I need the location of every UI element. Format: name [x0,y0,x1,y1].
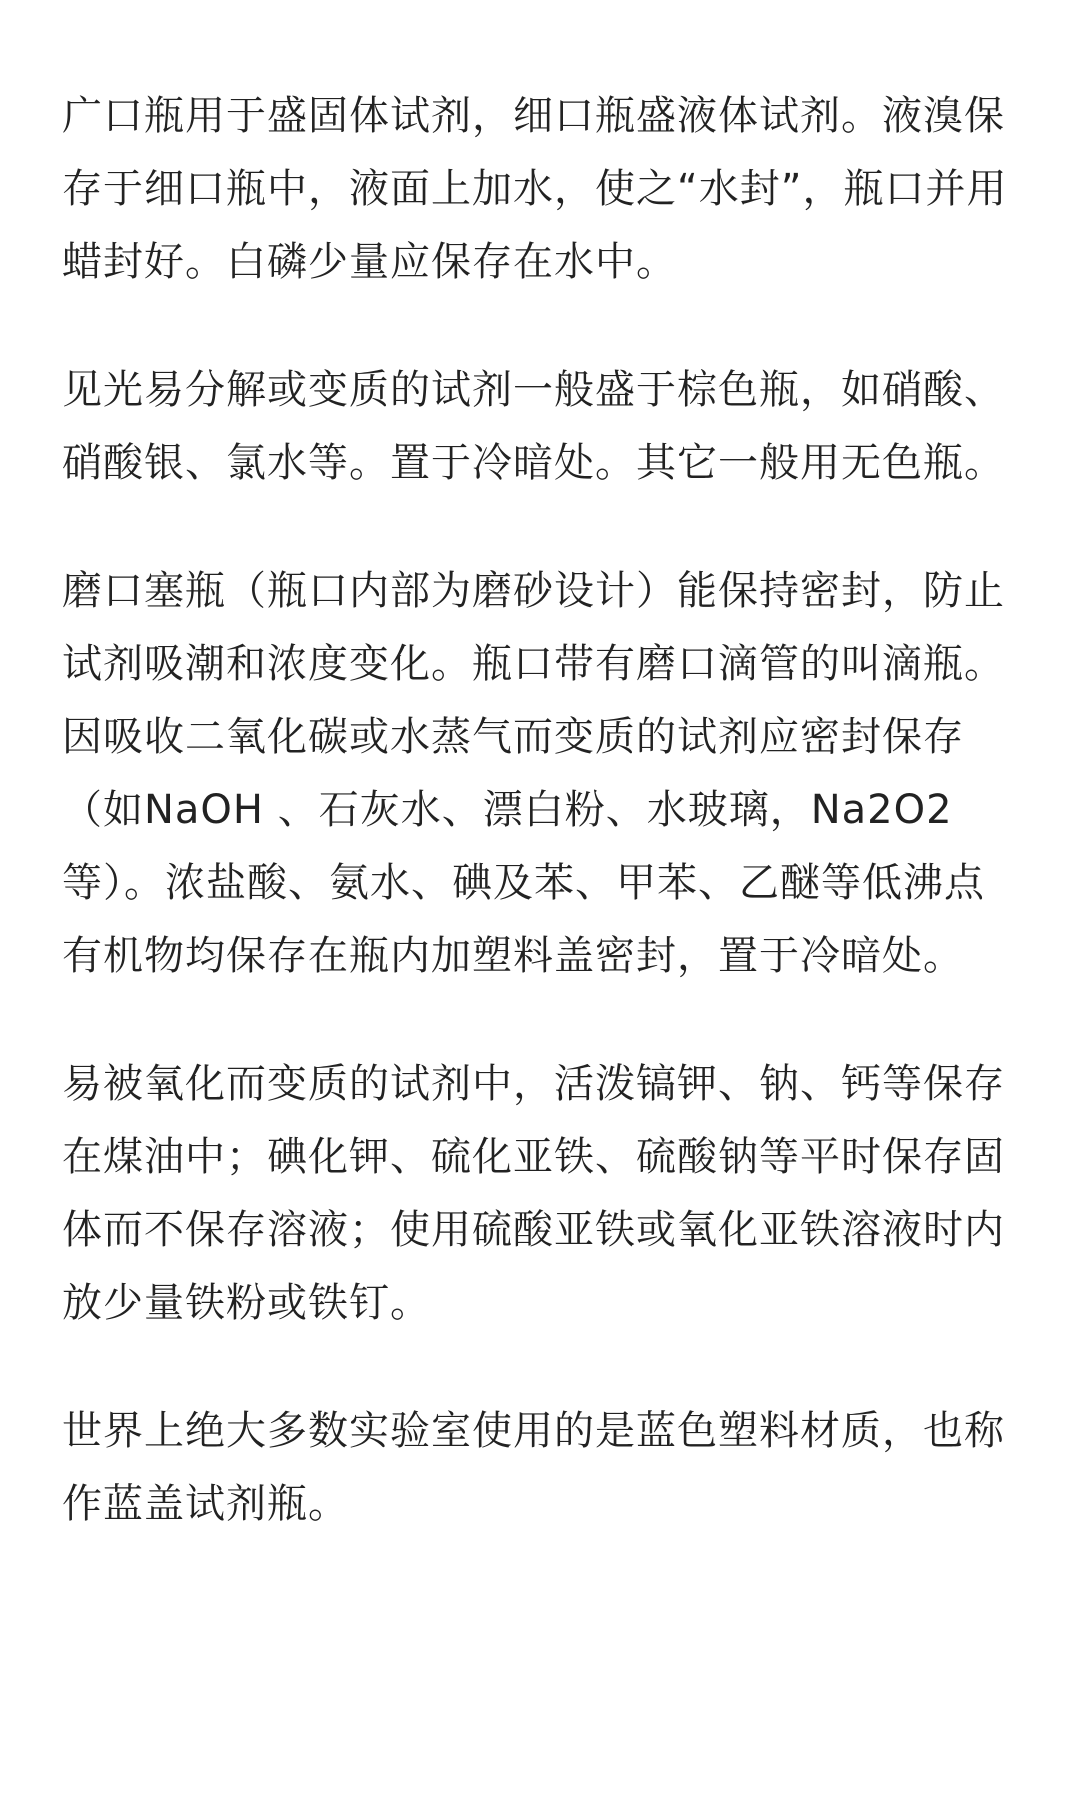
paragraph-ground-stopper-bottles: 磨口塞瓶（瓶口内部为磨砂设计）能保持密封，防止试剂吸潮和浓度变化。瓶口带有磨口滴管的叫滴瓶。因吸收二氧化碳或水蒸气而变质的试剂应密封保存（如NaOH 、石灰水、漂白粉、水玻璃，Na2O2 等）。浓盐酸、氨水、碘及苯、甲苯、乙醚等低沸点有机物均保存在瓶内加塑料盖密封，置于冷暗处。 [62,568,1005,979]
paragraph-blue-cap-bottles: 世界上绝大多数实验室使用的是蓝色塑料材质，也称作蓝盖试剂瓶。 [62,1408,1005,1527]
paragraph-wide-mouth-bottles: 广口瓶用于盛固体试剂，细口瓶盛液体试剂。液溴保存于细口瓶中，液面上加水，使之“水封”，瓶口并用蜡封好。白磷少量应保存在水中。 [62,93,1008,285]
paragraph-oxidizable-reagents: 易被氧化而变质的试剂中，活泼镐钾、钠、钙等保存在煤油中；碘化钾、硫化亚铁、硫酸钠等平时保存固体而不保存溶液；使用硫酸亚铁或氧化亚铁溶液时内放少量铁粉或铁钉。 [62,1061,1005,1326]
paragraph-brown-bottles: 见光易分解或变质的试剂一般盛于棕色瓶，如硝酸、硝酸银、氯水等。置于冷暗处。其它一般用无色瓶。 [62,367,1005,486]
